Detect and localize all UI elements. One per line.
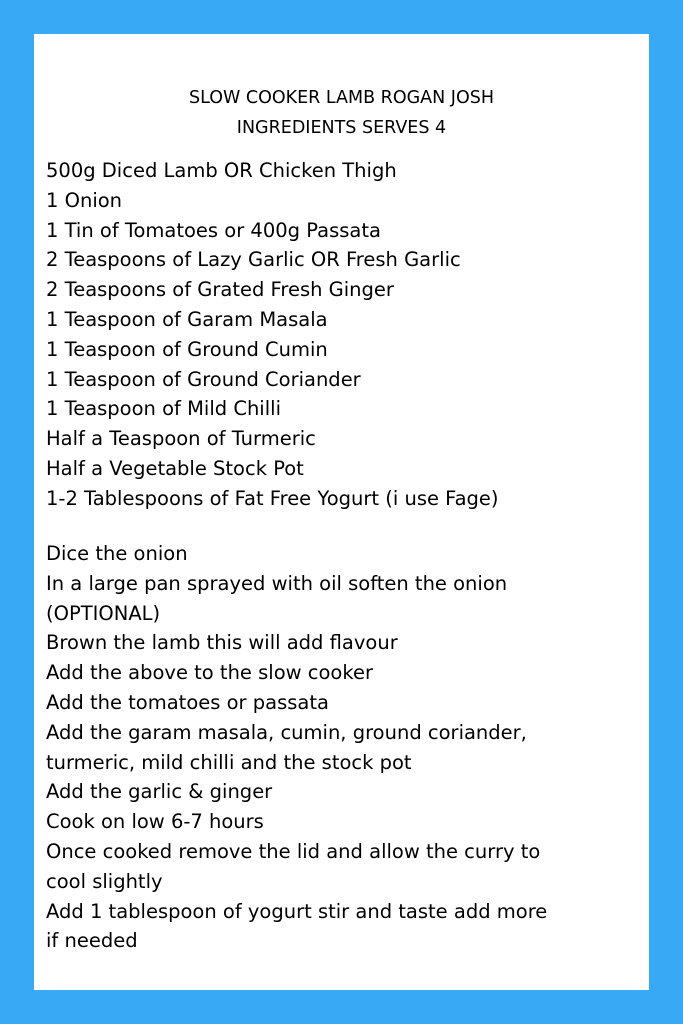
ingredient-line: Half a Vegetable Stock Pot [46,456,304,480]
method-line: (OPTIONAL) [46,601,161,625]
ingredient-line: 1 Tin of Tomatoes or 400g Passata [46,218,381,242]
method-line: if needed [46,929,138,953]
recipe-card [34,34,649,990]
recipe-subtitle: INGREDIENTS SERVES 4 [236,118,447,138]
ingredient-line: 500g Diced Lamb OR Chicken Thigh [46,159,397,182]
ingredient-line: 1 Onion [46,188,123,212]
method-line: Cook on low 6-7 hours [46,810,264,834]
ingredients-list [46,156,646,514]
ingredient-line: 1 Teaspoon of Ground Coriander [46,367,361,391]
method-line: Add the above to the slow cooker [46,661,373,685]
method-line: Add 1 tablespoon of yogurt stir and taste add more [46,899,548,923]
method-line: Add the tomatoes or passata [46,690,329,714]
ingredient-line: 1 Teaspoon of Ground Cumin [46,337,328,361]
ingredient-line: 1-2 Tablespoons of Fat Free Yogurt (i use Fage) [46,486,499,510]
method-line: Add the garlic & ginger [46,780,273,804]
method-line: In a large pan sprayed with oil soften the onion [46,571,508,595]
method-line: cool slightly [46,869,163,893]
ingredient-line: Half a Teaspoon of Turmeric [46,427,316,451]
ingredient-line: 2 Teaspoons of Lazy Garlic OR Fresh Garlic [46,248,461,272]
ingredient-line: 1 Teaspoon of Mild Chilli [46,397,281,421]
method-line: Dice the onion [46,542,188,565]
method-line: turmeric, mild chilli and the stock pot [46,750,412,774]
method-line: Once cooked remove the lid and allow the curry to [46,839,541,863]
method-line: Brown the lamb this will add flavour [46,631,398,655]
ingredient-line: 2 Teaspoons of Grated Fresh Ginger [46,278,394,302]
ingredient-line: 1 Teaspoon of Garam Masala [46,307,328,331]
method-line: Add the garam masala, cumin, ground coriander, [46,720,527,744]
recipe-title: SLOW COOKER LAMB ROGAN JOSH [188,88,494,108]
method-list [46,539,646,956]
